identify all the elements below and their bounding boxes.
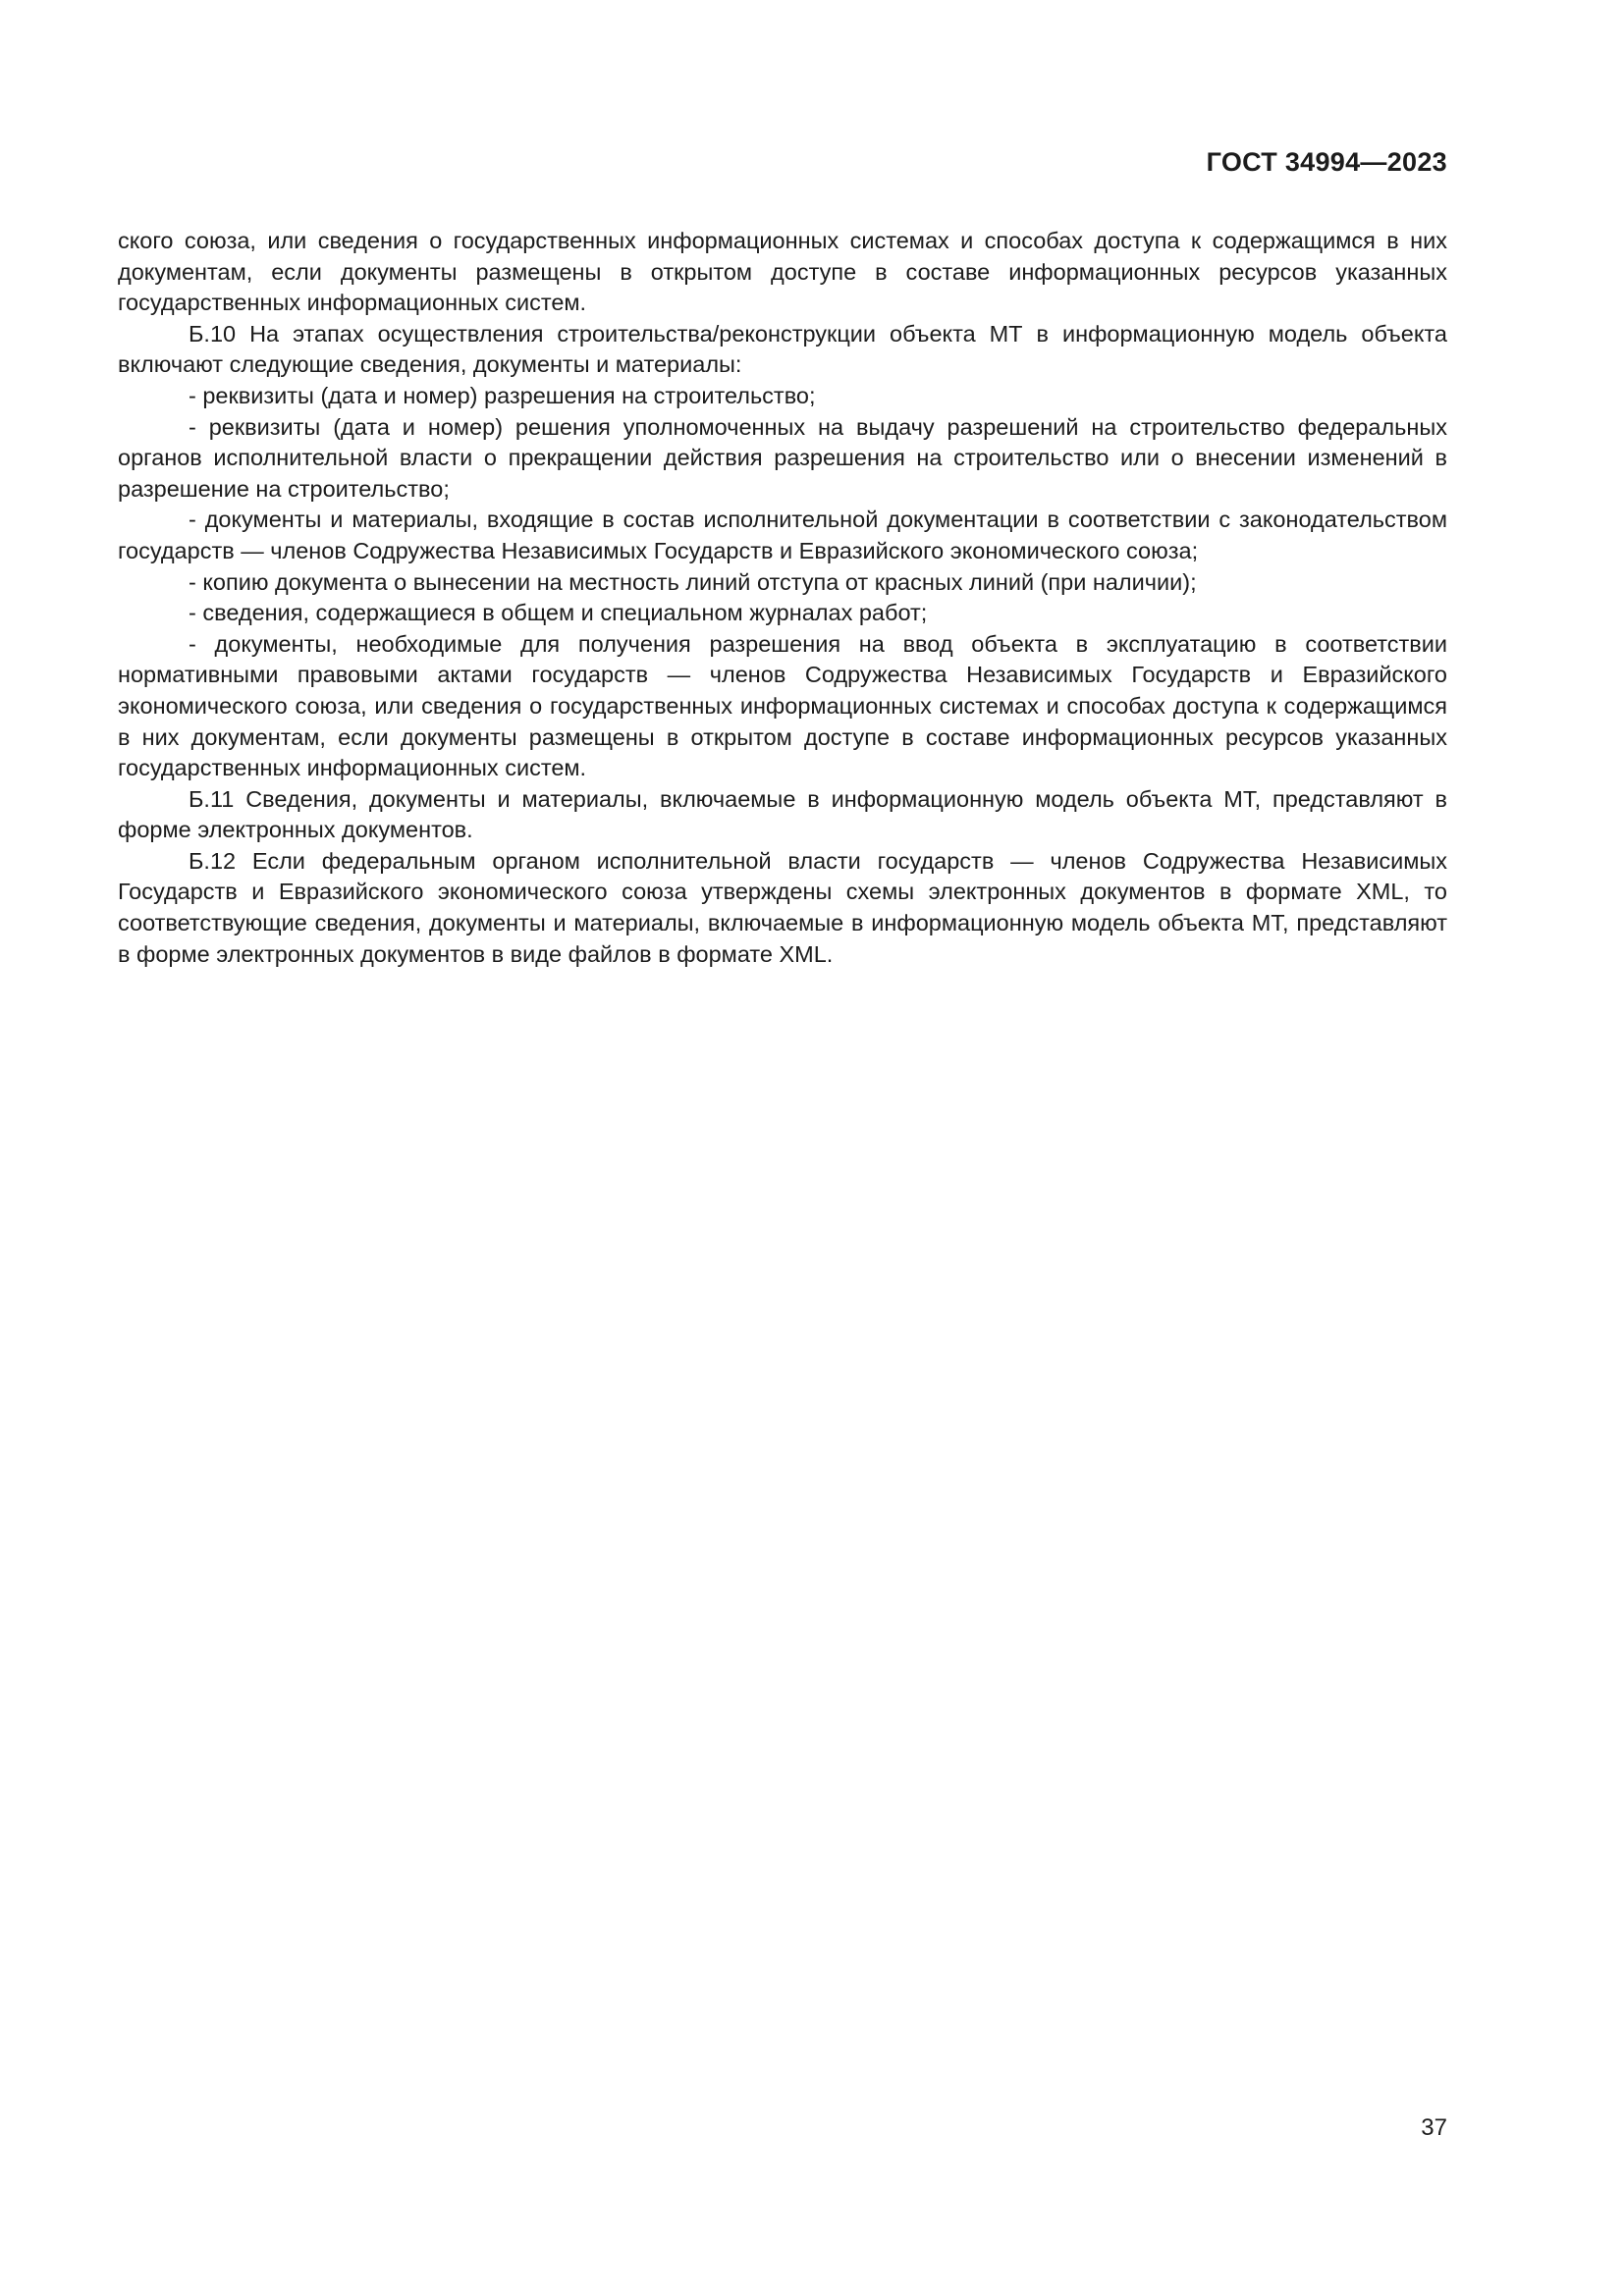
list-item: - копию документа о вынесении на местность линий отступа от красных линий (при наличии);	[189, 568, 1197, 595]
page-number: 37	[1421, 2114, 1447, 2141]
clause-b11: Б.11 Сведения, документы и материалы, включаемые в информационную модель объекта МТ, представляют в форме электронных документов.	[118, 785, 1447, 843]
continuation-paragraph: ского союза, или сведения о государственных информационных системах и способах доступа к содержащимся в них документам, если документы размещены в открытом доступе в составе информационных ресурсов указанных государственных информационных систем.	[118, 228, 1447, 316]
standard-code-header: ГОСТ 34994—2023	[1206, 147, 1447, 177]
list-item: - документы, необходимые для получения разрешения на ввод объекта в эксплуатацию в соответствии нормативными правовыми актами государств — членов Содружества Независимых Государств и Евразийского экономического союза, или сведения о государственных информационных системах и способах доступа к содержащимся в них документам, если документы размещены в открытом доступе в составе информационных ресурсов указанных государственных информационных систем.	[118, 630, 1447, 781]
clause-b10: Б.10 На этапах осуществления строительства/реконструкции объекта МТ в информационную модель объекта включают следующие сведения, документы и материалы:	[118, 320, 1447, 378]
list-item: - реквизиты (дата и номер) разрешения на строительство;	[189, 382, 816, 408]
list-item: - реквизиты (дата и номер) решения уполномоченных на выдачу разрешений на строительство федеральных органов исполнительной власти о прекращении действия разрешения на строительство или о внесении изменений в разрешение на строительство;	[118, 413, 1447, 502]
body-text	[118, 226, 1447, 970]
clause-b12: Б.12 Если федеральным органом исполнительной власти государств — членов Содружества Независимых Государств и Евразийского экономического союза утверждены схемы электронных документов в формате XML, то соответствующие сведения, документы и материалы, включаемые в информационную модель объекта МТ, представляют в форме электронных документов в виде файлов в формате XML.	[118, 847, 1447, 967]
list-item: - документы и материалы, входящие в состав исполнительной документации в соответствии с законодательством государств — членов Содружества Независимых Государств и Евразийского экономического союза;	[118, 507, 1447, 563]
list-item: - сведения, содержащиеся в общем и специальном журналах работ;	[189, 600, 928, 626]
